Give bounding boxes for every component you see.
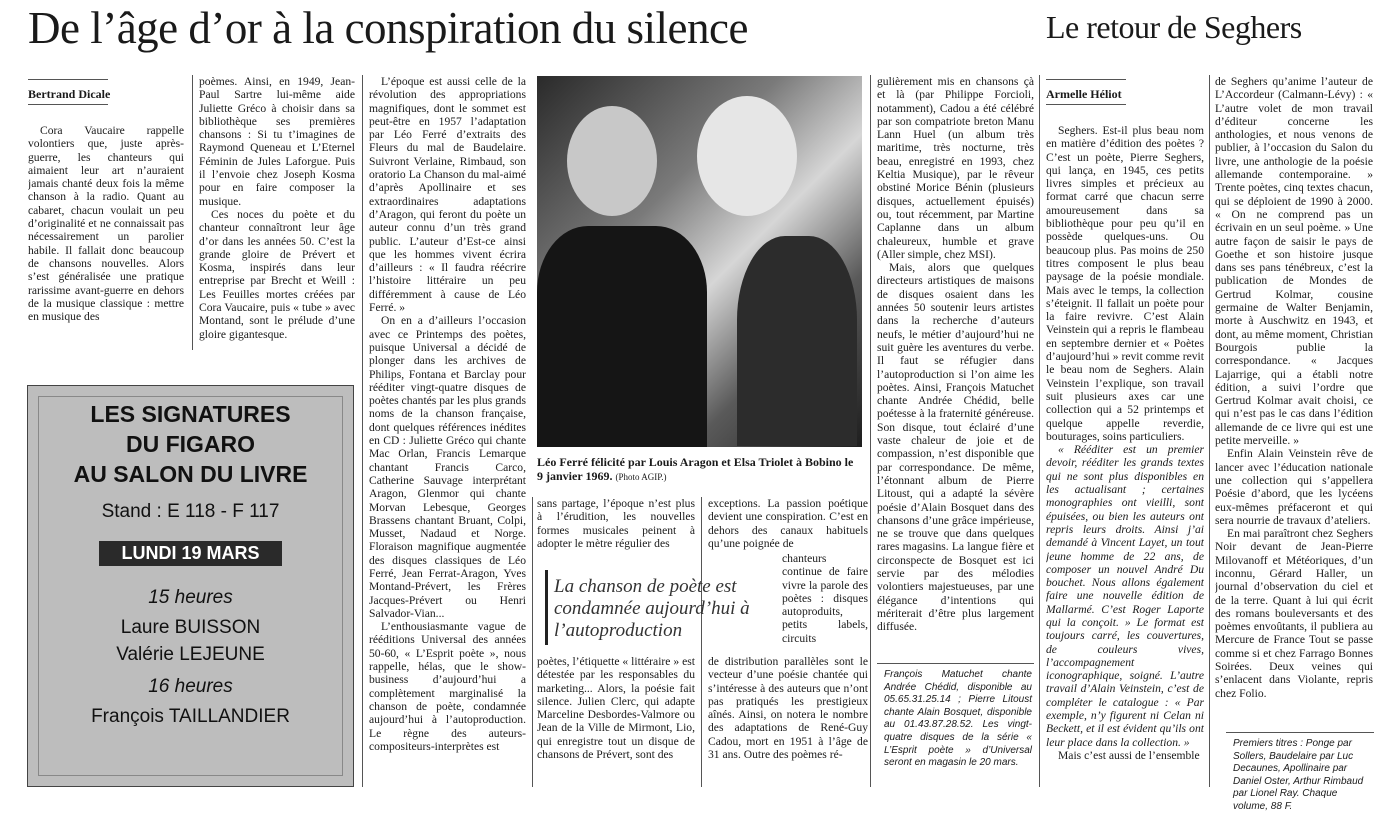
pull-quote-bar	[545, 570, 548, 645]
left-column-5b	[782, 552, 868, 654]
promo-inner	[38, 396, 343, 776]
promo-name-2: Valérie LEJEUNE	[116, 644, 265, 665]
pull-quote: La chanson de poète est condamnée aujourd’hui à l’autoproduction	[554, 576, 750, 641]
paragraph: poètes, l’étiquette « littéraire » est détestée par les responsables du marketing... Alors, la poésie fait silence. Julien Clerc, qui adapte Marceline Desbordes-Valmore ou Jean de la Ville de Mirmont, Lio, qui enregistre tout un disque de chansons de Prévert, sont des	[537, 655, 695, 762]
byline-rule-left-bottom	[28, 104, 108, 105]
byline-rule-left	[28, 79, 108, 80]
right-column-2	[1215, 75, 1373, 722]
left-column-6	[877, 75, 1034, 658]
promo-time-2: 16 heures	[148, 676, 233, 697]
column-rule	[870, 75, 871, 787]
paragraph: Seghers. Est-il plus beau nom en matière d’édition des poètes ? C’est un poète, Pierre Seghers, qui lança, en 1945, ces petits livres simples et précieux au format carré que chacun serre amoureusement dans sa bibliothèque pour peu qu’il en possède quelques-uns. Ou beaucoup plus. Pas moins de 250 titres composent le plus beau paysage de la poésie mondiale. Mais avec le temps, la collection s’éteignit. Il fallait un poète pour la faire revivre. C’est Alain Veinstein qui a repris le flambeau en septembre dernier et « Poètes d’aujourd’hui » revit comme revit le beau nom de Seghers. Alain Veinstein l’explique, son travail suit plusieurs axes car une collection qui a 52 printemps et quelque appelle reverdie, bouturages, soins particuliers.	[1046, 124, 1204, 443]
paragraph: poèmes. Ainsi, en 1949, Jean-Paul Sartre lui-même aide Juliette Gréco à choisir dans sa bibliothèque ses premières chansons : Si tu t’imagines de Raymond Queneau et L’Eternel Féminin de Jules Laforgue. Puis il l’envoie chez Joseph Kosma pour en faire composer la musique.	[199, 75, 355, 208]
paragraph: « Rééditer est un premier devoir, rééditer les grands textes qui ne sont plus disponibles en les actualisant ; certaines monographies ont vieilli, sont épuisées, ou bien les auteurs ont repris leurs droits. Ainsi j’ai demandé à Vincent Layet, un tout jeune homme de 22 ans, de composer un nouvel André Du bouchet. Nous allons également faire une nouvelle édition de Mallarmé. C’est Roger Laporte qui la conçoit. » Le format est toujours carré, les couvertures, de couleurs vives, l’accompagnement iconographique, soigné. L’autre travail d’Alain Veinstein, c’est de compléter le catalogue : « Par exemple, n’y figurent ni Celan ni Beckett, et il est évident qu’ils ont leur place dans la collection. »	[1046, 443, 1204, 749]
photo-ferre-aragon-triolet	[537, 76, 862, 447]
left-headline: De l’âge d’or à la conspiration du silence	[28, 3, 748, 53]
photo-figure-center	[697, 96, 797, 216]
right-headline: Le retour de Seghers	[1046, 9, 1302, 45]
left-column-3	[369, 75, 526, 783]
promo-title-3: AU SALON DU LIVRE	[73, 461, 308, 487]
paragraph: L’enthousiasmante vague de rééditions Universal des années 50-60, « L’Esprit poète », nous rappelle, hélas, que le show-business d’aujourd’hui a complètement marginalisé la chanson de poète, condamnée aujourd’hui à l’autoproduction. Le règne des auteurs-compositeurs-interprètes est	[369, 620, 526, 753]
titles-box: Premiers titres : Ponge par Sollers, Baudelaire par Luc Decaunes, Apollinaire par Daniel Oster, Arthur Rimbaud par Lionel Ray. Chaque volume, 88 F.	[1233, 738, 1364, 812]
left-column-4b	[537, 655, 695, 785]
promo-day: LUNDI 19 MARS	[99, 541, 282, 566]
promo-stand: Stand : E 118 - F 117	[101, 501, 280, 522]
photo-credit: (Photo AGIP.)	[615, 472, 667, 482]
photo-figure-body	[537, 226, 707, 447]
promo-title-2: DU FIGARO	[125, 431, 256, 457]
paragraph: On en a d’ailleurs l’occasion avec ce Printemps des poètes, puisque Universal a décidé de plonger dans les archives de Philips, Fontana et Barclay pour rééditer vingt-quatre disques de poètes chantés par les plus grands noms de la chanson française, dont quelques références inédites en CD : Juliette Gréco qui chante Mac Orlan, Francis Lemarque chantant Francis Carco, Catherine Sauvage interprétant Aragon, Glenmor qui chante Morvan Lebesque, Georges Brassens chantant Bruant, Colpi, Musset, Nadaud et Norge. Floraison magnifique augmentée des disques classiques de Léo Ferré, Jean Ferrat-Aragon, Yves Montand-Prévert, les Frères Jacques-Prévert ou Henri Salvador-Vian...	[369, 314, 526, 620]
left-column-2	[199, 75, 355, 350]
column-rule	[1209, 75, 1210, 787]
left-column-1	[28, 124, 184, 342]
photo-figure-right	[737, 236, 857, 446]
column-rule	[701, 497, 702, 787]
left-column-4a	[537, 497, 695, 553]
paragraph: sans partage, l’époque n’est plus à l’érudition, les nouvelles formes musicales peinent à adopter le mètre régulier des	[537, 497, 695, 550]
column-rule	[532, 497, 533, 787]
promo-name-3: François TAILLANDIER	[91, 706, 290, 727]
column-rule	[362, 75, 363, 787]
paragraph: L’époque est aussi celle de la révolution des appropriations magnifiques, dont le sommet est peut-être en 1957 l’adaptation par Léo Ferré d’extraits des Fleurs du mal de Baudelaire. Suivront Verlaine, Rimbaud, son oratorio La Chanson du mal-aimé d’après Apollinaire et ses extraordinaires adaptations d’Aragon, qui feront du poète un auteur connu d’un très grand public. L’auteur d’Est-ce ainsi que les hommes vivent écrira d’ailleurs : « Il faudra réécrire l’histoire littéraire un peu différemment à cause de Léo Ferré. »	[369, 75, 526, 315]
paragraph: de distribution parallèles sont le vecteur d’une poésie chantée qui s’intéresse à des auteurs que n’ont pas pratiqués les prestigieux aînés. Ainsi, on notera le nombre des adaptations de René-Guy Cadou, mort en 1951 à l’âge de 31 ans. Outre des poèmes ré-	[708, 655, 868, 762]
paragraph: Enfin Alain Veinstein rêve de lancer avec l’éducation nationale une collection qui s’appellera Poésie d’abord, que les lycéens eux-mêmes préfaceront et qui sera nourrie de travaux d’ateliers.	[1215, 447, 1373, 527]
paragraph: chanteurs continue de faire vivre la parole des poètes : disques autoproduits, petits labels, circuits	[782, 552, 868, 645]
paragraph: de Seghers qu’anime l’auteur de L’Accordeur (Calmann-Lévy) : « L’autre volet de mon travail d’éditeur concerne les anthologies, et nous venons de publier, à l’occasion du Salon du livre, une anthologie de la poésie allemande contemporaine. » Trente poètes, cinq textes chacun, qui se déploient de 1990 à 2000. « On ne comprend pas un écrivain en un seul poème. » Une autre façon de saisir le pays de Goethe et son histoire jusque dans ses pans ténébreux, c’est la publication de Mondes de Gertrud Kolmar, cousine germaine de Walter Benjamin, morte à Auschwitz en 1943, et dont, au même moment, Christian Bourgois publie la correspondance. « Jacques Lajarrige, qui a établi notre édition, a suivi l’ordre que Gertrud Kolmar avait choisi, ce qui n’est pas le cas dans l’édition allemande de ce livre qui est une petite merveille. »	[1215, 75, 1373, 448]
photo-figure-left	[567, 106, 657, 216]
byline-rule-right-bottom	[1046, 104, 1126, 105]
left-column-5a	[708, 497, 868, 553]
paragraph: Mais, alors que quelques directeurs artistiques de maisons de disques osaient dans les années 50 soutenir leurs artistes dans la recherche d’auteurs neufs, le métier d’aujourd’hui ne suit guère les aventures du verbe. Il faut se réfugier dans l’autoproduction si l’on aime les poètes. Ainsi, François Matuchet chante Andrée Chédid, belle poétesse à la fraternité généreuse. Son disque, tout éclairé d’une vaste chaleur de joie et de compassion, n’est disponible que par correspondance. De même, l’étonnant album de Pierre Litoust, qui a adapté la sévère poésie d’Alain Bosquet dans des chansons d’une grâce impérieuse, ne se trouve que dans quelques rares magasins. La langue fière et circonspecte de Bosquet est ici servie par des mélodies volontiers majestueuses, par une élégance d’intentions qui mériterait d’être plus largement diffusée.	[877, 261, 1034, 634]
left-byline: Bertrand Dicale	[28, 87, 111, 101]
paragraph: Ces noces du poète et du chanteur connaîtront leur âge d’or dans les années 50. C’est la grande gloire de Prévert et Kosma, inspirés dans leur entreprise par Brecht et Weill : Les Feuilles mortes créées par Cora Vaucaire, puis « tube » avec Montand, sont le prélude d’une gloire gigantesque.	[199, 207, 355, 341]
byline-rule-right	[1046, 79, 1126, 80]
promo-box	[27, 385, 354, 787]
paragraph: En mai paraîtront chez Seghers Noir devant de Jean-Pierre Milovanoff et Météoriques, d’un inconnu, Gérard Haller, un journal d’observation du ciel et de la terre. Quant à lui qui écrit des romans bouleversants et des poèmes envoûtants, il publiera au Mercure de France Tout se passe comme si et chez Farrago Bonnes Soirées. Deux veines qui s’enlacent dans Violante, repris chez Folio.	[1215, 527, 1373, 700]
promo-title-1: LES SIGNATURES	[90, 401, 291, 427]
paragraph: exceptions. La passion poétique devient une conspiration. C’est en dehors des canaux habituels qu’une poignée de	[708, 497, 868, 550]
column-rule	[192, 75, 193, 350]
titles-rule	[1226, 732, 1374, 733]
left-column-5c	[708, 655, 868, 785]
photo-caption	[537, 455, 862, 484]
right-byline: Armelle Héliot	[1046, 87, 1122, 101]
photo-caption-text: Léo Ferré félicité par Louis Aragon et Elsa Triolet à Bobino le 9 janvier 1969.	[537, 455, 854, 483]
paragraph: Cora Vaucaire rappelle volontiers que, juste après-guerre, les chanteurs qui aimaient leur art n’auraient jamais chanté deux fois la même chanson à la radio. Quant au cabaret, chacun voulait un peu d’originalité et ne connaissait pas nécessairement un parolier habile. Il fallait donc beaucoup de chansons nouvelles. Alors s’est généralisée une pratique rarissime avant-guerre en dehors de la musique classique : mettre en musique des	[28, 124, 184, 324]
promo-name-1: Laure BUISSON	[120, 617, 261, 638]
promo-time-1: 15 heures	[148, 587, 233, 608]
info-box: François Matuchet chante Andrée Chédid, disponible au 05.65.31.25.14 ; Pierre Litoust chante Alain Bosquet, disponible au 01.43.87.28.52. Les vingt-quatre disques de la série « L’Esprit poète » d’Universal seront en magasin le 20 mars.	[884, 669, 1032, 769]
paragraph: gulièrement mis en chansons çà et là (par Philippe Forcioli, notamment), Cadou a été célébré par son compatriote breton Manu Lann Huel (un album très maritime, très nocturne, très beau, enregistré en 1993, chez Keltia Musique), par le rêveur obstiné Morice Bénin (plusieurs disques, actuellement épuisés) ou, tout récemment, par Martine Caplanne dans un album chaleureux, humble et grave (Aller simple, chez MSI).	[877, 75, 1034, 261]
paragraph: Mais c’est aussi de l’ensemble	[1058, 748, 1200, 762]
info-rule	[877, 663, 1034, 664]
right-column-1	[1046, 124, 1204, 786]
column-rule	[1039, 75, 1040, 787]
